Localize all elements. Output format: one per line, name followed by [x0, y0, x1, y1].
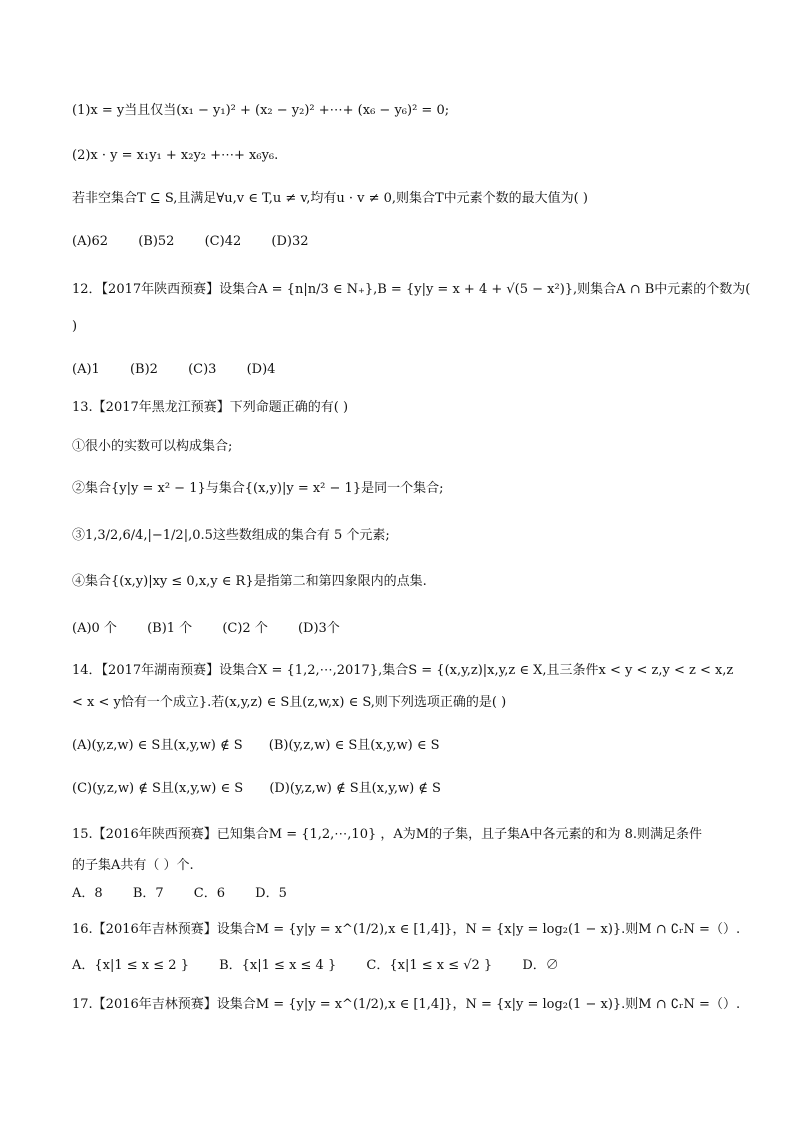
question-14-stem: 14．【2017年湖南预赛】设集合X = {1,2,⋯,2017},集合S = {(x,y,z)|x,y,z ∈ X,且三条件x < y < z,y < z < x,z — [72, 663, 734, 678]
question-17-stem: 17.【2016年吉林预赛】设集合M = {y|y = x^(1/2),x ∈ [1,4]}，N = {x|y = log₂(1 − x)}.则M ∩ ∁ᵣN =（）. — [72, 997, 741, 1012]
option-c[interactable]: (C)2 个 — [222, 621, 268, 636]
question-15-stem-cont: 的子集A共有（ ）个. — [72, 858, 194, 873]
condition-1: (1)x = y当且仅当(x₁ − y₁)² + (x₂ − y₂)² +⋯+ (x₆ − y₆)² = 0; — [72, 103, 450, 118]
question-12-options — [72, 361, 734, 379]
option-b[interactable]: (B)2 — [129, 362, 158, 377]
question-16-options — [72, 957, 734, 975]
option-c[interactable]: C．6 — [193, 886, 225, 901]
option-d[interactable]: (D)(y,z,w) ∉ S且(x,y,w) ∉ S — [269, 781, 441, 796]
option-a[interactable]: (A)0 个 — [72, 621, 117, 636]
question-15-options — [72, 885, 734, 903]
option-c[interactable]: C．{x|1 ≤ x ≤ √2 } — [366, 958, 493, 973]
question-12-stem-cont: ) — [72, 319, 78, 334]
option-d[interactable]: (D)4 — [246, 362, 276, 377]
question-14-options-row-1 — [72, 737, 734, 755]
option-b[interactable]: B．{x|1 ≤ x ≤ 4 } — [219, 958, 337, 973]
option-d[interactable]: (D)3个 — [297, 621, 340, 636]
option-a[interactable]: (A)62 — [72, 234, 109, 249]
question-16-stem: 16.【2016年吉林预赛】设集合M = {y|y = x^(1/2),x ∈ [1,4]}，N = {x|y = log₂(1 − x)}.则M ∩ ∁ᵣN =（）. — [72, 922, 741, 937]
question-12-stem: 12．【2017年陕西预赛】设集合A = {n|n/3 ∈ N₊},B = {y|y = x + 4 + √(5 − x²)},则集合A ∩ B中元素的个数为( — [72, 282, 751, 297]
option-a[interactable]: (A)1 — [72, 362, 100, 377]
question-14-options-row-2 — [72, 780, 734, 798]
statement-3: ③1,3/2,6/4,|−1/2|,0.5这些数组成的集合有 5 个元素; — [72, 528, 390, 543]
option-c[interactable]: (C)3 — [188, 362, 217, 377]
statement-2: ②集合{y|y = x² − 1}与集合{(x,y)|y = x² − 1}是同一个集合; — [72, 481, 444, 496]
option-a[interactable]: (A)(y,z,w) ∈ S且(x,y,w) ∉ S — [72, 738, 243, 753]
option-b[interactable]: (B)(y,z,w) ∈ S且(x,y,w) ∈ S — [268, 738, 440, 753]
question-14-stem-cont: < x < y恰有一个成立}.若(x,y,z) ∈ S且(z,w,x) ∈ S,则下列选项正确的是( ) — [72, 695, 507, 710]
question-13-stem: 13.【2017年黑龙江预赛】下列命题正确的有( ) — [72, 400, 349, 415]
option-d[interactable]: (D)32 — [271, 234, 309, 249]
option-b[interactable]: (B)52 — [138, 234, 175, 249]
option-b[interactable]: B．7 — [132, 886, 164, 901]
option-c[interactable]: (C)(y,z,w) ∉ S且(x,y,w) ∈ S — [72, 781, 244, 796]
option-a[interactable]: A．8 — [72, 886, 103, 901]
option-a[interactable]: A．{x|1 ≤ x ≤ 2 } — [72, 958, 189, 973]
option-d[interactable]: D．∅ — [522, 958, 559, 973]
question-13-options — [72, 620, 734, 638]
option-c[interactable]: (C)42 — [204, 234, 242, 249]
option-b[interactable]: (B)1 个 — [147, 621, 193, 636]
question-11-stem: 若非空集合T ⊆ S,且满足∀u,v ∈ T,u ≠ v,均有u · v ≠ 0,则集合T中元素个数的最大值为( ) — [72, 191, 588, 206]
question-11-options — [72, 233, 734, 251]
statement-1: ①很小的实数可以构成集合; — [72, 439, 233, 454]
question-15-stem: 15.【2016年陕西预赛】已知集合M = {1,2,⋯,10} ，A为M的子集，且子集A中各元素的和为 8.则满足条件 — [72, 827, 703, 842]
option-d[interactable]: D．5 — [255, 886, 287, 901]
statement-4: ④集合{(x,y)|xy ≤ 0,x,y ∈ R}是指第二和第四象限内的点集. — [72, 574, 427, 589]
condition-2: (2)x · y = x₁y₁ + x₂y₂ +⋯+ x₆y₆. — [72, 148, 279, 163]
